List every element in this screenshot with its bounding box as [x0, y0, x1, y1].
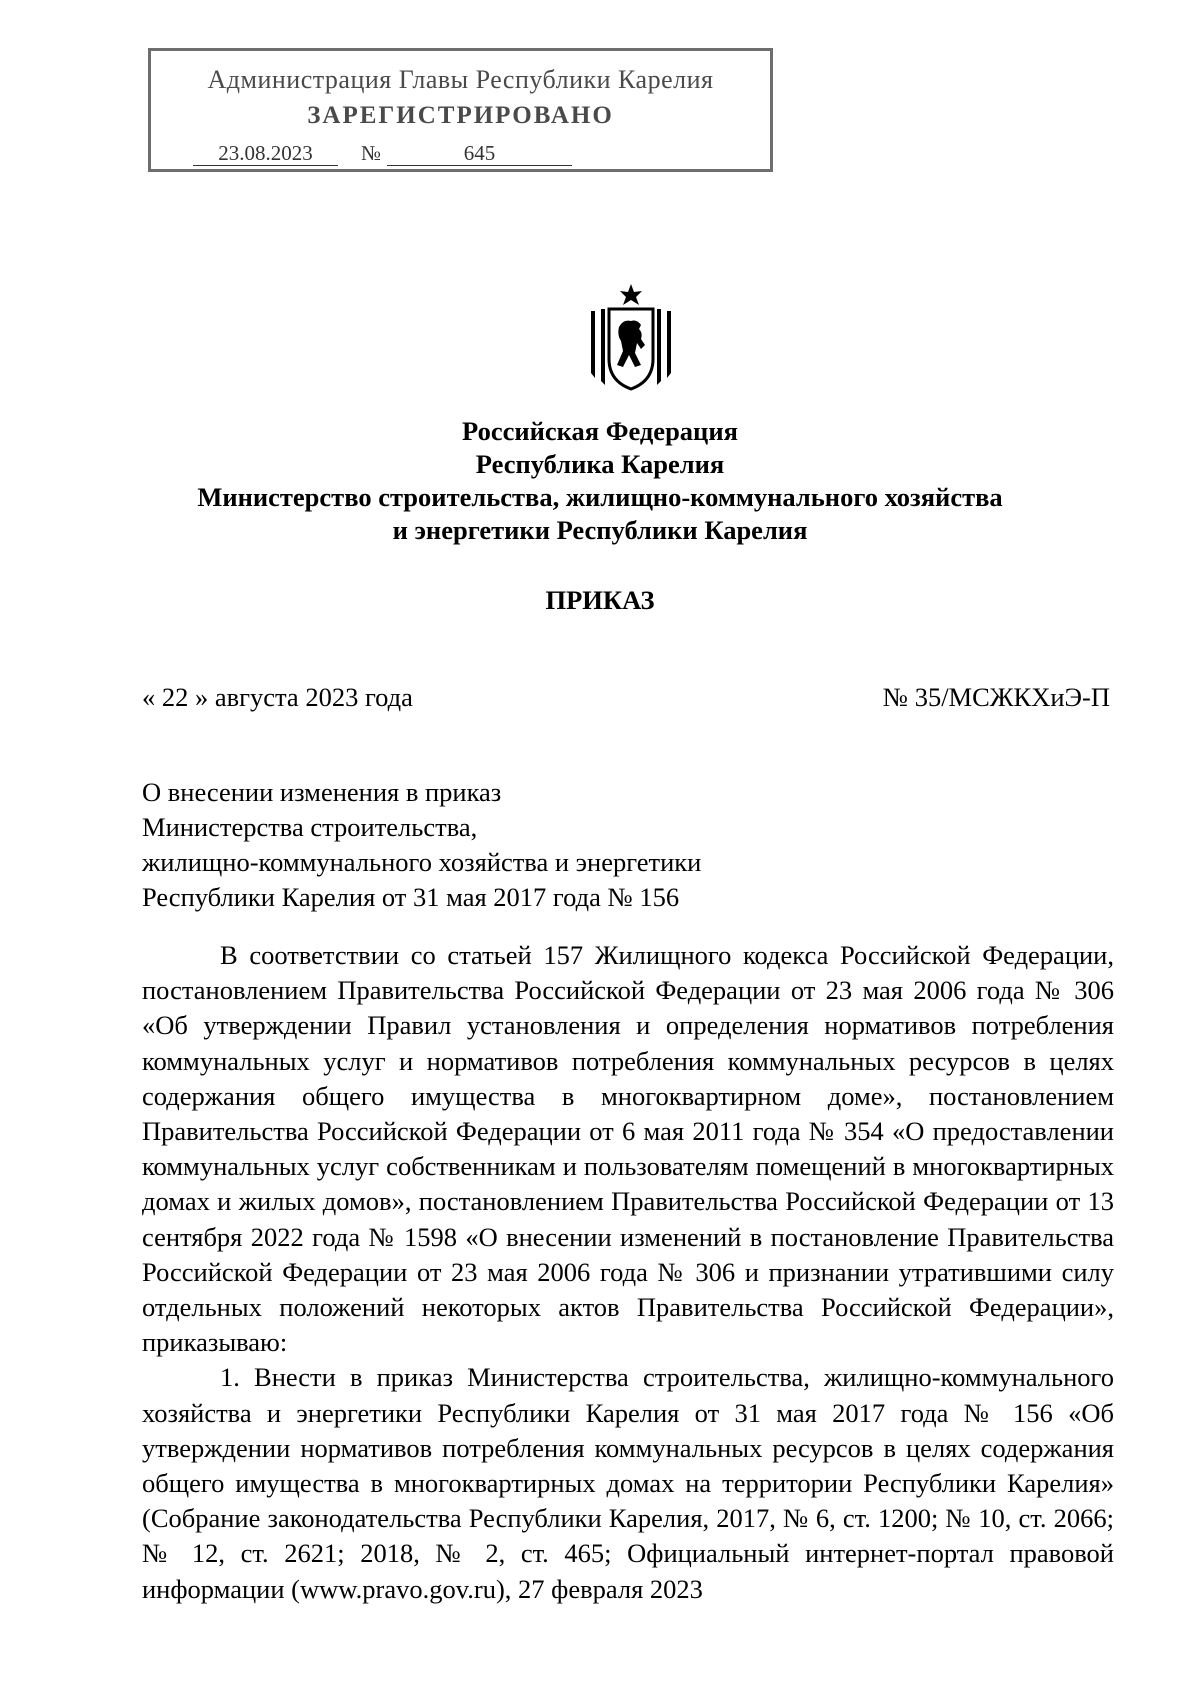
- stamp-number: 645: [387, 141, 572, 166]
- stamp-organization: Администрация Главы Республики Карелия: [207, 65, 714, 94]
- document-type: ПРИКАЗ: [545, 585, 655, 615]
- subject-line: Министерства строительства,: [142, 812, 478, 842]
- stamp-date: 23.08.2023: [193, 141, 338, 166]
- order-date: « 22 » августа 2023 года: [142, 682, 413, 712]
- subject-line: О внесении изменения в приказ: [142, 777, 502, 807]
- order-body: [142, 938, 1114, 1607]
- body-paragraph: В соответствии со статьей 157 Жилищного кодекса Российской Федерации, постановлением Правительства Российской Федерации от 23 мая 2006 года № 306 «Об утверждении Правил установления и определения нормативов потребления коммунальных услуг и нормативов потребления коммунальных ресурсов в целях содержания общего имущества в многоквартирном доме», постановлением Правительства Российской Федерации от 6 мая 2011 года № 354 «О предоставлении коммунальных услуг собственникам и пользователям помещений в многоквартирных домах и жилых домов», постановлением Правительства Российской Федерации от 13 сентября 2022 года № 1598 «О внесении изменений в постановление Правительства Российской Федерации от 23 мая 2006 года № 306 и признании утратившими силу отдельных положений некоторых актов Правительства Российской Федерации», приказываю:: [142, 940, 1114, 1358]
- header-ministry-line1: Министерство строительства, жилищно-коммунального хозяйства: [197, 482, 1003, 512]
- karelia-coat-of-arms-icon: [585, 283, 677, 393]
- header-ministry-line2: и энергетики Республики Карелия: [392, 515, 808, 545]
- registration-stamp: [148, 48, 773, 172]
- order-number: № 35/МСЖКХиЭ-П: [882, 682, 1110, 712]
- document-header: [0, 415, 1200, 547]
- stamp-status: ЗАРЕГИСТРИРОВАНО: [307, 102, 614, 129]
- subject-line: Республики Карелия от 31 мая 2017 года № 156: [142, 882, 680, 912]
- body-paragraph: 1. Внести в приказ Министерства строительства, жилищно-коммунального хозяйства и энергетики Республики Карелия от 31 мая 2017 года № 156 «Об утверждении нормативов потребления коммунальных ресурсов в целях содержания общего имущества в многоквартирных домах на территории Республики Карелия» (Собрание законодательства Республики Карелия, 2017, № 6, ст. 1200; № 10, ст. 2066; № 12, ст. 2621; 2018, № 2, ст. 465; Официальный интернет-портал правовой информации (www.pravo.gov.ru), 27 февраля 2023: [142, 1362, 1114, 1604]
- subject-line: жилищно-коммунального хозяйства и энергетики: [142, 847, 702, 877]
- stamp-number-sign: №: [361, 141, 382, 165]
- header-republic: Республика Карелия: [475, 449, 725, 479]
- order-subject: [142, 775, 701, 915]
- header-country: Российская Федерация: [462, 416, 738, 446]
